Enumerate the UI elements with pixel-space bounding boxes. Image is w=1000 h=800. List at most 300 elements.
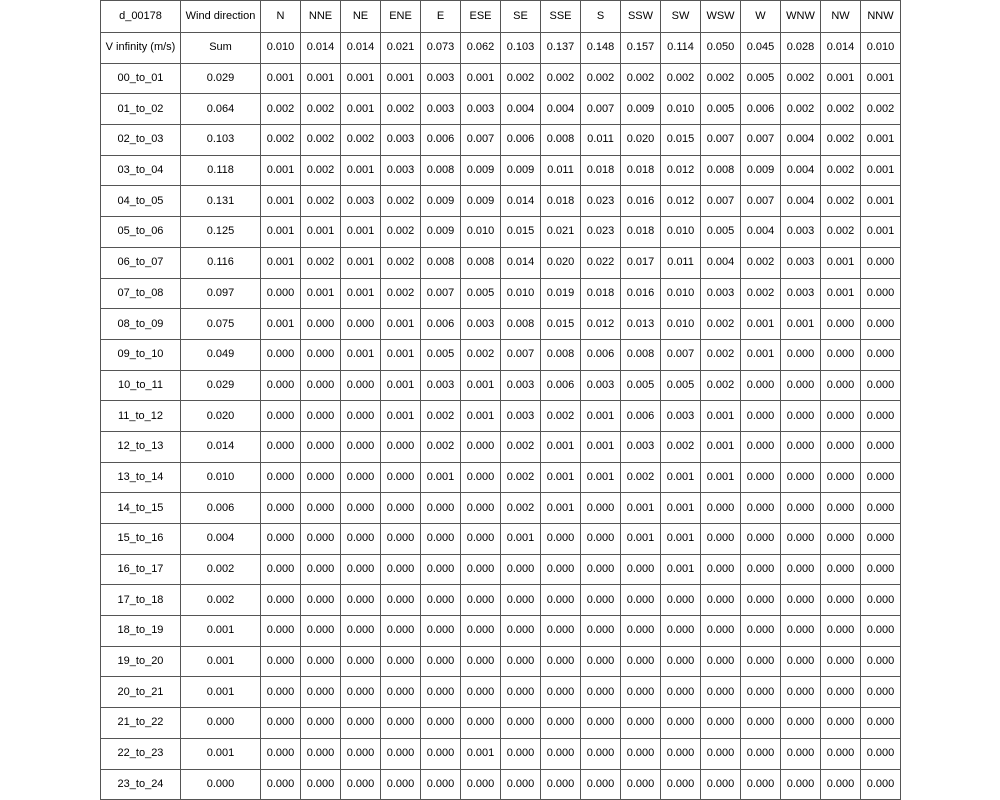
value-cell: 0.002 <box>621 462 661 493</box>
value-cell: 0.000 <box>821 339 861 370</box>
value-cell: 0.020 <box>621 125 661 156</box>
value-cell: 0.000 <box>501 677 541 708</box>
value-cell: 0.010 <box>461 217 501 248</box>
value-cell: 0.002 <box>861 94 901 125</box>
value-cell: 0.007 <box>701 125 741 156</box>
direction-header: NNE <box>301 1 341 33</box>
value-cell: 0.000 <box>381 462 421 493</box>
value-cell: 0.000 <box>341 524 381 555</box>
value-cell: 0.001 <box>381 63 421 94</box>
value-cell: 0.002 <box>621 63 661 94</box>
direction-sum-cell: 0.073 <box>421 33 461 64</box>
value-cell: 0.002 <box>381 247 421 278</box>
direction-header: SSE <box>541 1 581 33</box>
value-cell: 0.000 <box>381 431 421 462</box>
value-cell: 0.000 <box>821 738 861 769</box>
value-cell: 0.000 <box>861 370 901 401</box>
value-cell: 0.018 <box>581 278 621 309</box>
value-cell: 0.000 <box>781 646 821 677</box>
value-cell: 0.000 <box>541 769 581 800</box>
direction-sum-cell: 0.014 <box>301 33 341 64</box>
speed-bin-label: 23_to_24 <box>101 769 181 800</box>
value-cell: 0.002 <box>301 125 341 156</box>
value-cell: 0.000 <box>381 677 421 708</box>
value-cell: 0.001 <box>821 63 861 94</box>
value-cell: 0.000 <box>781 554 821 585</box>
value-cell: 0.000 <box>661 708 701 739</box>
value-cell: 0.000 <box>861 646 901 677</box>
wind-direction-label: Wind direction <box>181 1 261 33</box>
direction-sum-cell: 0.028 <box>781 33 821 64</box>
value-cell: 0.003 <box>421 370 461 401</box>
value-cell: 0.019 <box>541 278 581 309</box>
value-cell: 0.010 <box>661 278 701 309</box>
speed-bin-label: 09_to_10 <box>101 339 181 370</box>
table-row <box>101 247 901 278</box>
value-cell: 0.000 <box>461 524 501 555</box>
value-cell: 0.001 <box>501 524 541 555</box>
value-cell: 0.000 <box>581 769 621 800</box>
speed-bin-label: 20_to_21 <box>101 677 181 708</box>
value-cell: 0.000 <box>461 554 501 585</box>
direction-sum-cell: 0.014 <box>821 33 861 64</box>
value-cell: 0.000 <box>261 646 301 677</box>
value-cell: 0.002 <box>741 278 781 309</box>
value-cell: 0.000 <box>741 677 781 708</box>
value-cell: 0.003 <box>621 431 661 462</box>
value-cell: 0.000 <box>261 370 301 401</box>
table-row <box>101 493 901 524</box>
value-cell: 0.001 <box>381 370 421 401</box>
value-cell: 0.001 <box>701 401 741 432</box>
value-cell: 0.000 <box>701 646 741 677</box>
value-cell: 0.000 <box>301 677 341 708</box>
value-cell: 0.000 <box>781 493 821 524</box>
value-cell: 0.000 <box>621 554 661 585</box>
value-cell: 0.000 <box>741 769 781 800</box>
value-cell: 0.000 <box>261 524 301 555</box>
value-cell: 0.000 <box>461 616 501 647</box>
value-cell: 0.008 <box>701 155 741 186</box>
value-cell: 0.000 <box>741 524 781 555</box>
value-cell: 0.000 <box>301 646 341 677</box>
value-cell: 0.000 <box>621 677 661 708</box>
value-cell: 0.000 <box>741 401 781 432</box>
value-cell: 0.000 <box>701 554 741 585</box>
value-cell: 0.001 <box>261 247 301 278</box>
value-cell: 0.001 <box>341 155 381 186</box>
value-cell: 0.000 <box>821 585 861 616</box>
value-cell: 0.000 <box>501 585 541 616</box>
value-cell: 0.001 <box>261 217 301 248</box>
value-cell: 0.002 <box>541 401 581 432</box>
value-cell: 0.000 <box>381 646 421 677</box>
direction-sum-cell: 0.050 <box>701 33 741 64</box>
value-cell: 0.000 <box>701 493 741 524</box>
value-cell: 0.000 <box>301 769 341 800</box>
value-cell: 0.006 <box>421 125 461 156</box>
table-row <box>101 370 901 401</box>
row-sum-cell: 0.125 <box>181 217 261 248</box>
value-cell: 0.010 <box>661 309 701 340</box>
value-cell: 0.000 <box>701 585 741 616</box>
value-cell: 0.000 <box>581 554 621 585</box>
direction-header: NE <box>341 1 381 33</box>
direction-header: S <box>581 1 621 33</box>
row-sum-cell: 0.014 <box>181 431 261 462</box>
value-cell: 0.000 <box>581 738 621 769</box>
value-cell: 0.000 <box>381 493 421 524</box>
value-cell: 0.000 <box>301 431 341 462</box>
value-cell: 0.000 <box>381 616 421 647</box>
value-cell: 0.005 <box>701 94 741 125</box>
value-cell: 0.001 <box>661 524 701 555</box>
value-cell: 0.002 <box>701 63 741 94</box>
value-cell: 0.002 <box>661 63 701 94</box>
value-cell: 0.018 <box>581 155 621 186</box>
value-cell: 0.000 <box>301 616 341 647</box>
value-cell: 0.000 <box>581 677 621 708</box>
speed-bin-label: 02_to_03 <box>101 125 181 156</box>
value-cell: 0.008 <box>621 339 661 370</box>
value-cell: 0.000 <box>781 462 821 493</box>
value-cell: 0.000 <box>261 431 301 462</box>
speed-bin-label: 00_to_01 <box>101 63 181 94</box>
value-cell: 0.000 <box>261 585 301 616</box>
value-cell: 0.000 <box>581 524 621 555</box>
value-cell: 0.004 <box>781 186 821 217</box>
value-cell: 0.000 <box>781 769 821 800</box>
row-sum-cell: 0.049 <box>181 339 261 370</box>
value-cell: 0.000 <box>501 646 541 677</box>
value-cell: 0.003 <box>461 94 501 125</box>
value-cell: 0.000 <box>261 339 301 370</box>
value-cell: 0.000 <box>821 708 861 739</box>
value-cell: 0.000 <box>301 585 341 616</box>
value-cell: 0.000 <box>541 738 581 769</box>
value-cell: 0.001 <box>861 125 901 156</box>
value-cell: 0.009 <box>421 186 461 217</box>
value-cell: 0.002 <box>381 94 421 125</box>
value-cell: 0.014 <box>501 247 541 278</box>
value-cell: 0.000 <box>341 585 381 616</box>
value-cell: 0.015 <box>501 217 541 248</box>
value-cell: 0.000 <box>741 585 781 616</box>
value-cell: 0.003 <box>781 217 821 248</box>
value-cell: 0.000 <box>461 708 501 739</box>
value-cell: 0.000 <box>861 493 901 524</box>
value-cell: 0.006 <box>741 94 781 125</box>
value-cell: 0.000 <box>781 677 821 708</box>
value-cell: 0.000 <box>781 616 821 647</box>
value-cell: 0.000 <box>261 616 301 647</box>
value-cell: 0.003 <box>581 370 621 401</box>
value-cell: 0.018 <box>621 155 661 186</box>
value-cell: 0.016 <box>621 186 661 217</box>
table-row <box>101 94 901 125</box>
value-cell: 0.008 <box>541 339 581 370</box>
value-cell: 0.001 <box>621 493 661 524</box>
value-cell: 0.000 <box>501 708 541 739</box>
value-cell: 0.004 <box>741 217 781 248</box>
value-cell: 0.000 <box>781 339 821 370</box>
value-cell: 0.000 <box>741 616 781 647</box>
value-cell: 0.023 <box>581 186 621 217</box>
direction-header: NNW <box>861 1 901 33</box>
value-cell: 0.000 <box>701 769 741 800</box>
speed-bin-label: 12_to_13 <box>101 431 181 462</box>
speed-bin-label: 15_to_16 <box>101 524 181 555</box>
value-cell: 0.012 <box>661 186 701 217</box>
value-cell: 0.000 <box>301 708 341 739</box>
direction-sum-cell: 0.045 <box>741 33 781 64</box>
value-cell: 0.000 <box>381 708 421 739</box>
value-cell: 0.003 <box>381 155 421 186</box>
value-cell: 0.006 <box>541 370 581 401</box>
value-cell: 0.000 <box>621 769 661 800</box>
value-cell: 0.000 <box>341 769 381 800</box>
value-cell: 0.000 <box>341 616 381 647</box>
value-cell: 0.000 <box>461 646 501 677</box>
table-id-label: d_00178 <box>101 1 181 33</box>
value-cell: 0.000 <box>861 616 901 647</box>
table-row <box>101 616 901 647</box>
value-cell: 0.000 <box>301 370 341 401</box>
value-cell: 0.001 <box>421 462 461 493</box>
value-cell: 0.002 <box>821 155 861 186</box>
speed-bin-label: 01_to_02 <box>101 94 181 125</box>
value-cell: 0.001 <box>541 493 581 524</box>
value-cell: 0.002 <box>821 125 861 156</box>
value-cell: 0.001 <box>701 431 741 462</box>
row-sum-cell: 0.103 <box>181 125 261 156</box>
value-cell: 0.000 <box>861 585 901 616</box>
speed-bin-label: 04_to_05 <box>101 186 181 217</box>
row-sum-cell: 0.029 <box>181 63 261 94</box>
value-cell: 0.000 <box>781 708 821 739</box>
value-cell: 0.000 <box>581 493 621 524</box>
value-cell: 0.002 <box>781 63 821 94</box>
row-sum-cell: 0.001 <box>181 616 261 647</box>
value-cell: 0.000 <box>261 554 301 585</box>
value-cell: 0.002 <box>701 370 741 401</box>
value-cell: 0.000 <box>301 462 341 493</box>
value-cell: 0.000 <box>621 646 661 677</box>
value-cell: 0.000 <box>341 431 381 462</box>
direction-sum-cell: 0.157 <box>621 33 661 64</box>
value-cell: 0.000 <box>461 769 501 800</box>
value-cell: 0.000 <box>581 646 621 677</box>
row-sum-cell: 0.010 <box>181 462 261 493</box>
value-cell: 0.000 <box>341 677 381 708</box>
direction-sum-cell: 0.021 <box>381 33 421 64</box>
speed-bin-label: 16_to_17 <box>101 554 181 585</box>
value-cell: 0.006 <box>581 339 621 370</box>
value-cell: 0.000 <box>341 738 381 769</box>
value-cell: 0.004 <box>541 94 581 125</box>
value-cell: 0.007 <box>661 339 701 370</box>
value-cell: 0.002 <box>341 125 381 156</box>
value-cell: 0.000 <box>821 554 861 585</box>
value-cell: 0.000 <box>461 677 501 708</box>
value-cell: 0.006 <box>501 125 541 156</box>
value-cell: 0.000 <box>381 585 421 616</box>
value-cell: 0.001 <box>341 217 381 248</box>
value-cell: 0.002 <box>541 63 581 94</box>
value-cell: 0.018 <box>621 217 661 248</box>
value-cell: 0.001 <box>661 493 701 524</box>
value-cell: 0.011 <box>541 155 581 186</box>
value-cell: 0.001 <box>461 738 501 769</box>
value-cell: 0.003 <box>421 63 461 94</box>
value-cell: 0.002 <box>381 278 421 309</box>
direction-header: NW <box>821 1 861 33</box>
value-cell: 0.001 <box>661 462 701 493</box>
value-cell: 0.002 <box>381 217 421 248</box>
value-cell: 0.000 <box>541 708 581 739</box>
table-row <box>101 738 901 769</box>
value-cell: 0.002 <box>461 339 501 370</box>
value-cell: 0.001 <box>381 309 421 340</box>
value-cell: 0.000 <box>701 738 741 769</box>
value-cell: 0.000 <box>861 278 901 309</box>
table-row <box>101 769 901 800</box>
value-cell: 0.001 <box>261 309 301 340</box>
value-cell: 0.001 <box>461 63 501 94</box>
value-cell: 0.000 <box>421 769 461 800</box>
value-cell: 0.002 <box>261 125 301 156</box>
value-cell: 0.001 <box>581 431 621 462</box>
value-cell: 0.004 <box>701 247 741 278</box>
value-cell: 0.010 <box>501 278 541 309</box>
value-cell: 0.001 <box>741 339 781 370</box>
value-cell: 0.000 <box>381 769 421 800</box>
direction-header: E <box>421 1 461 33</box>
speed-bin-label: 14_to_15 <box>101 493 181 524</box>
value-cell: 0.003 <box>461 309 501 340</box>
value-cell: 0.013 <box>621 309 661 340</box>
value-cell: 0.000 <box>581 708 621 739</box>
value-cell: 0.000 <box>541 616 581 647</box>
value-cell: 0.007 <box>741 186 781 217</box>
value-cell: 0.001 <box>301 217 341 248</box>
value-cell: 0.000 <box>741 370 781 401</box>
value-cell: 0.000 <box>301 738 341 769</box>
value-cell: 0.002 <box>821 217 861 248</box>
value-cell: 0.012 <box>661 155 701 186</box>
table-row <box>101 646 901 677</box>
value-cell: 0.001 <box>341 278 381 309</box>
direction-header: SSW <box>621 1 661 33</box>
value-cell: 0.021 <box>541 217 581 248</box>
value-cell: 0.010 <box>661 94 701 125</box>
row-sum-cell: 0.075 <box>181 309 261 340</box>
value-cell: 0.000 <box>741 738 781 769</box>
speed-bin-label: 07_to_08 <box>101 278 181 309</box>
value-cell: 0.000 <box>301 309 341 340</box>
value-cell: 0.000 <box>741 646 781 677</box>
row-sum-cell: 0.001 <box>181 677 261 708</box>
value-cell: 0.000 <box>861 339 901 370</box>
value-cell: 0.000 <box>861 554 901 585</box>
value-cell: 0.001 <box>261 155 301 186</box>
value-cell: 0.001 <box>301 278 341 309</box>
row-sum-cell: 0.000 <box>181 769 261 800</box>
value-cell: 0.000 <box>421 585 461 616</box>
table-row <box>101 155 901 186</box>
value-cell: 0.002 <box>501 493 541 524</box>
value-cell: 0.001 <box>341 63 381 94</box>
value-cell: 0.000 <box>621 708 661 739</box>
value-cell: 0.001 <box>261 63 301 94</box>
direction-header: WSW <box>701 1 741 33</box>
value-cell: 0.000 <box>821 677 861 708</box>
value-cell: 0.000 <box>421 708 461 739</box>
value-cell: 0.005 <box>461 278 501 309</box>
value-cell: 0.000 <box>381 738 421 769</box>
value-cell: 0.000 <box>261 769 301 800</box>
value-cell: 0.000 <box>421 616 461 647</box>
value-cell: 0.000 <box>741 493 781 524</box>
table-row <box>101 309 901 340</box>
value-cell: 0.000 <box>661 616 701 647</box>
value-cell: 0.000 <box>301 554 341 585</box>
value-cell: 0.003 <box>661 401 701 432</box>
value-cell: 0.003 <box>781 247 821 278</box>
value-cell: 0.000 <box>261 401 301 432</box>
speed-bin-label: 03_to_04 <box>101 155 181 186</box>
value-cell: 0.000 <box>341 554 381 585</box>
value-cell: 0.000 <box>541 646 581 677</box>
row-sum-cell: 0.131 <box>181 186 261 217</box>
table-row <box>101 63 901 94</box>
speed-bin-label: 11_to_12 <box>101 401 181 432</box>
value-cell: 0.008 <box>421 155 461 186</box>
value-cell: 0.018 <box>541 186 581 217</box>
value-cell: 0.000 <box>741 708 781 739</box>
value-cell: 0.006 <box>421 309 461 340</box>
value-cell: 0.001 <box>381 339 421 370</box>
value-cell: 0.000 <box>261 677 301 708</box>
value-cell: 0.007 <box>581 94 621 125</box>
speed-bin-label: 18_to_19 <box>101 616 181 647</box>
value-cell: 0.000 <box>301 493 341 524</box>
value-cell: 0.000 <box>821 401 861 432</box>
value-cell: 0.007 <box>421 278 461 309</box>
value-cell: 0.002 <box>421 431 461 462</box>
value-cell: 0.001 <box>781 309 821 340</box>
value-cell: 0.023 <box>581 217 621 248</box>
speed-bin-label: 19_to_20 <box>101 646 181 677</box>
value-cell: 0.002 <box>501 462 541 493</box>
value-cell: 0.002 <box>661 431 701 462</box>
row-sum-cell: 0.118 <box>181 155 261 186</box>
value-cell: 0.000 <box>501 738 541 769</box>
value-cell: 0.016 <box>621 278 661 309</box>
value-cell: 0.000 <box>861 769 901 800</box>
value-cell: 0.000 <box>741 431 781 462</box>
table-body <box>101 1 901 800</box>
value-cell: 0.000 <box>701 677 741 708</box>
value-cell: 0.000 <box>341 708 381 739</box>
value-cell: 0.000 <box>781 370 821 401</box>
direction-sum-cell: 0.103 <box>501 33 541 64</box>
value-cell: 0.002 <box>261 94 301 125</box>
direction-sum-cell: 0.148 <box>581 33 621 64</box>
value-cell: 0.001 <box>741 309 781 340</box>
direction-header: SW <box>661 1 701 33</box>
value-cell: 0.009 <box>621 94 661 125</box>
